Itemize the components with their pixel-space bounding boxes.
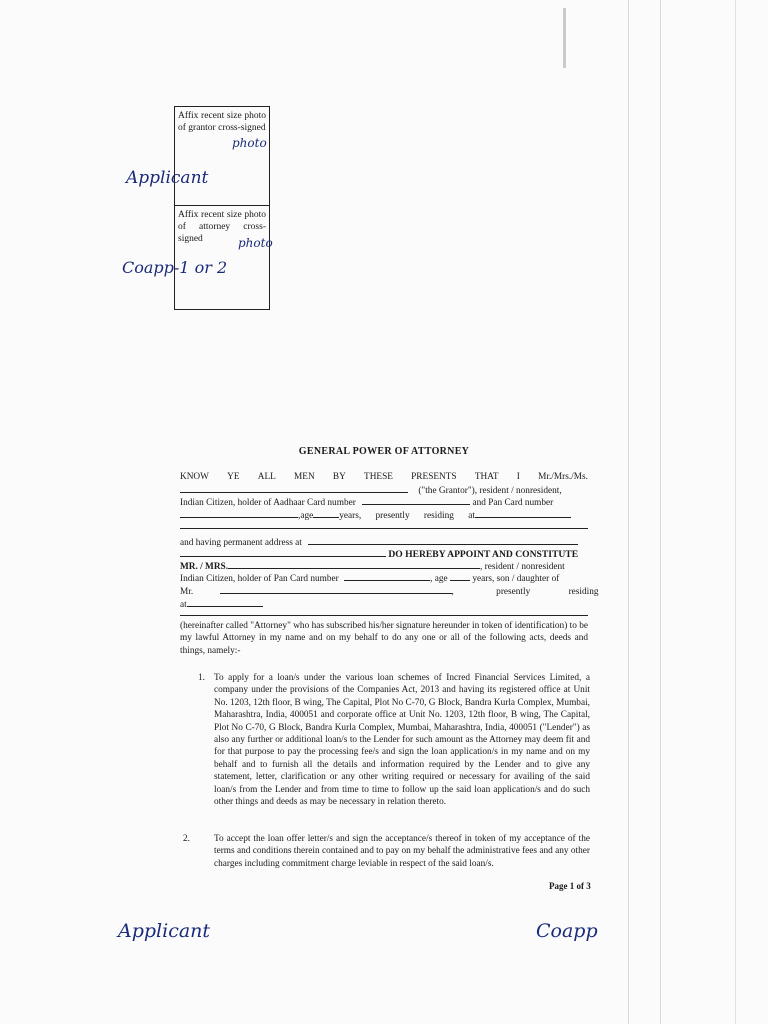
permanent-address-blank[interactable] — [308, 535, 578, 545]
attorney-residence-blank-line[interactable] — [180, 615, 588, 616]
years-label: years, — [339, 511, 362, 521]
word: presently — [375, 511, 410, 521]
scan-edge-line — [735, 0, 736, 1024]
attorney-name-blank[interactable] — [228, 559, 480, 569]
intro-line-8 — [180, 571, 588, 585]
residence-blank-line[interactable] — [180, 528, 588, 529]
grantor-name-blank[interactable] — [180, 483, 408, 493]
item-1-text: To apply for a loan/s under the various loan schemes of Incred Financial Services Limited, a company under the provisions of the Companies Act, 2013 and having its registered office at Unit No. 1203, 12th floor, B wing, The Capital, Plot No C-70, G Block, Bandra Kurla Complex, Mumbai, Maharashtra, India, 400051 and corporate office at Unit No. 1203, 12th floor, B wing, The Capital, Plot No C-70, G Block, Bandra Kurla Complex, Mumbai, Maharashtra, India, 400051 ("Lender") as also any further or additional loan/s to the Lender for such amount as the Attorney may deem fit and for that purpose to pay the processing fee/s and sign the loan application/s in my name and on my behalf and to furnish all the details and information required by the Lender and to give any statement, letter, clarification or any other writing required or necessary for availing of the said loan/s from the Lender and from time to time to follow up the said loan application/s and do such other things and deeds as may be necessary in relation thereto. — [214, 673, 590, 808]
aadhaar-label: Indian Citizen, holder of Aadhaar Card number — [180, 498, 356, 508]
intro-paragraph: (hereinafter called "Attorney" who has subscribed his/her signature hereunder in token of identification) to be my lawful Attorney in my name and on my behalf to do any one or all of the following acts, deeds and things, namely:- — [180, 621, 588, 656]
intro-line-1 — [180, 471, 588, 483]
attorney-photo-label: Affix recent size photo of attorney cross-signed — [178, 210, 266, 244]
grantor-photo-box — [174, 106, 270, 206]
permanent-address-label: and having permanent address at — [180, 538, 302, 548]
comma: , — [451, 587, 454, 597]
word: Mr./Mrs./Ms. — [538, 472, 588, 482]
attorney-age-blank[interactable] — [450, 571, 470, 581]
word: THESE — [364, 472, 393, 482]
attorney-pan-blank[interactable] — [344, 571, 430, 581]
residence-blank[interactable] — [475, 508, 571, 518]
father-label: Mr. — [180, 587, 194, 597]
handwritten-applicant-bottom: Applicant — [118, 920, 211, 942]
attorney-pan-label: Indian Citizen, holder of Pan Card number — [180, 574, 339, 584]
handwritten-coapp-top: Coapp-1 or 2 — [122, 258, 228, 277]
intro-line-10 — [180, 597, 588, 611]
document-title: GENERAL POWER OF ATTORNEY — [298, 446, 470, 457]
appoint-clause: DO HEREBY APPOINT AND CONSTITUTE — [388, 549, 579, 560]
grantor-clause: ("the Grantor"), resident / nonresident, — [418, 486, 562, 496]
attorney-age-label: , age — [430, 574, 448, 584]
word: residing — [423, 511, 454, 521]
scan-mark — [563, 8, 566, 68]
word: BY — [332, 472, 346, 482]
handwritten-photo-attorney: photo — [238, 236, 273, 250]
word: ALL — [257, 472, 276, 482]
permanent-address-blank-2[interactable] — [180, 547, 386, 557]
word: residing — [568, 587, 599, 597]
word: KNOW — [180, 472, 209, 482]
aadhaar-blank[interactable] — [362, 495, 470, 505]
at-label: at — [180, 600, 187, 610]
word: YE — [227, 472, 240, 482]
pan-blank[interactable] — [180, 508, 298, 518]
word: presently — [496, 587, 531, 597]
attorney-name-label: MR. / MRS. — [180, 562, 229, 572]
intro-line-4 — [180, 508, 588, 522]
word: THAT — [474, 472, 499, 482]
handwritten-coapp-bottom: Coapp — [536, 920, 598, 942]
word: at — [468, 511, 475, 521]
item-2-text: To accept the loan offer letter/s and sign the acceptance/s thereof in token of my acceptance of the terms and conditions therein contained and to pay on my behalf the administrative fees and any other charges including commitment charge leviable in respect of the said loan/s. — [214, 834, 590, 869]
relation-label: years, son / daughter of — [472, 574, 560, 584]
handwritten-applicant-top: Applicant — [126, 168, 209, 188]
word: MEN — [294, 472, 315, 482]
age-blank[interactable] — [313, 508, 339, 518]
intro-line-9 — [180, 584, 599, 598]
grantor-photo-label: Affix recent size photo of grantor cross-signed — [178, 111, 266, 133]
word: PRESENTS — [411, 472, 457, 482]
residency-clause: , resident / nonresident — [480, 562, 565, 572]
intro-line-3 — [180, 495, 588, 509]
scan-edge-line — [660, 0, 661, 1024]
age-label: ,age — [298, 511, 314, 521]
item-number: 1. — [198, 673, 205, 683]
word: I — [516, 472, 520, 482]
pan-label: and Pan Card number — [472, 498, 554, 508]
scan-edge-line — [628, 0, 629, 1024]
attorney-residence-blank[interactable] — [187, 597, 263, 607]
handwritten-photo-grantor: photo — [232, 136, 267, 150]
item-number: 2. — [183, 834, 190, 844]
page-number: Page 1 of 3 — [549, 881, 591, 891]
father-name-blank[interactable] — [220, 584, 452, 594]
